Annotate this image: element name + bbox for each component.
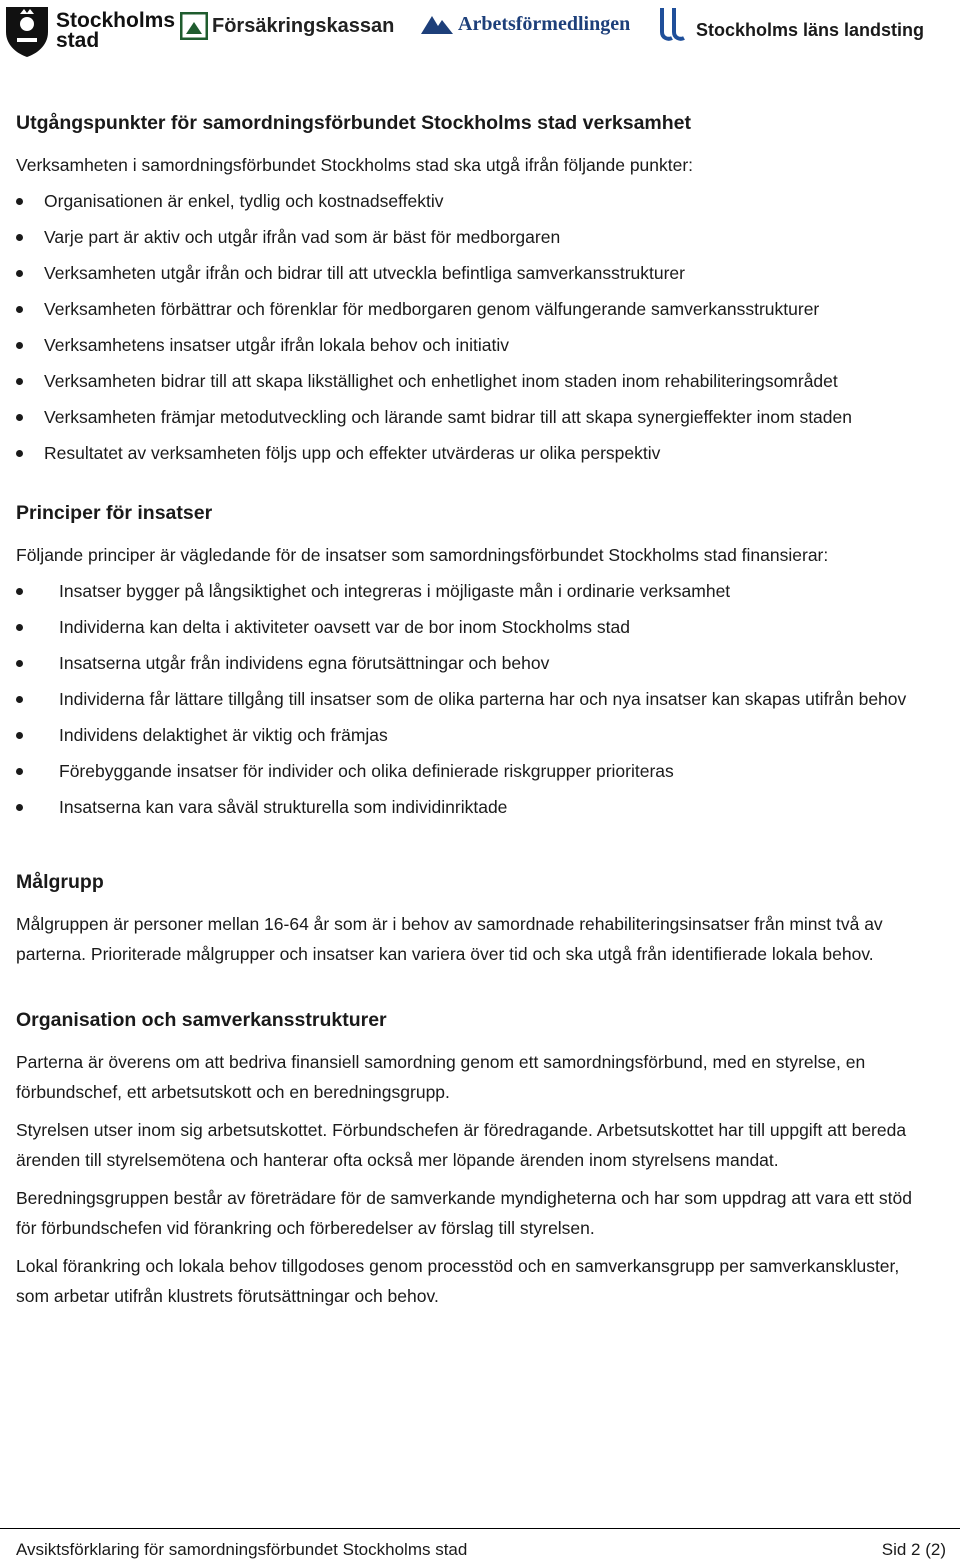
logo-forsakringskassan-text: Försäkringskassan — [212, 14, 395, 37]
footer-title: Avsiktsförklaring för samordningsförbundet Stockholms stad — [16, 1540, 468, 1559]
logo-stockholms-line2: stad — [56, 29, 100, 52]
list-utgangspunkter — [16, 186, 916, 468]
arbetsformedlingen-mark-icon — [420, 12, 454, 36]
bullet-icon — [16, 378, 23, 385]
bullet-icon — [16, 804, 23, 811]
list-principer — [16, 576, 916, 822]
bullet-icon — [16, 342, 23, 349]
bullet-icon — [16, 450, 23, 457]
list-item: Varje part är aktiv och utgår ifrån vad som är bäst för medborgaren — [16, 222, 916, 252]
intro-utgangspunkter: Verksamheten i samordningsförbundet Stockholms stad ska utgå ifrån följande punkter: — [16, 155, 694, 175]
list-item: Resultatet av verksamheten följs upp och effekter utvärderas ur olika perspektiv — [16, 438, 916, 468]
bullet-icon — [16, 768, 23, 775]
list-item: Insatserna utgår från individens egna förutsättningar och behov — [16, 648, 916, 678]
paragraph-organisation-2: Styrelsen utser inom sig arbetsutskottet. Förbundschefen är föredragande. Arbetsutskottet har till uppgift att bereda ärenden till styrelsemötena och hanterar ofta också mer löpande ärenden inom styrelsens mandat. — [16, 1120, 907, 1170]
footer-divider — [0, 1528, 960, 1529]
list-item: Individerna kan delta i aktiviteter oavsett var de bor inom Stockholms stad — [16, 612, 916, 642]
document-body — [16, 108, 916, 1311]
stockholms-stad-logo — [4, 4, 175, 58]
list-item: Förebyggande insatser för individer och olika definierade riskgrupper prioriteras — [16, 756, 916, 786]
paragraph-organisation-1: Parterna är överens om att bedriva finansiell samordning genom ett samordningsförbund, med en styrelse, en förbundschef, ett arbetsutskott och en beredningsgrupp. — [16, 1052, 866, 1102]
list-item: Verksamheten förbättrar och förenklar för medborgaren genom välfungerande samverkansstrukturer — [16, 294, 916, 324]
logo-sll-text: Stockholms läns landsting — [696, 19, 925, 40]
list-item: Insatserna kan vara såväl strukturella som individinriktade — [16, 792, 916, 822]
bullet-icon — [16, 270, 23, 277]
list-item: Organisationen är enkel, tydlig och kostnadseffektiv — [16, 186, 916, 216]
list-item: Verksamheten bidrar till att skapa likställighet och enhetlighet inom staden inom rehabiliteringsområdet — [16, 366, 916, 396]
stockholm-crest-icon — [4, 4, 50, 58]
logo-arbetsformedlingen-text: Arbetsförmedlingen — [458, 12, 631, 35]
bullet-icon — [16, 414, 23, 421]
logo-stockholms-line1: Stockholms — [56, 9, 176, 32]
paragraph-malgrupp: Målgruppen är personer mellan 16-64 år som är i behov av samordnade rehabiliteringsinsatser från minst två av parterna. Prioriterade målgrupper och insatser kan variera över tid och ska utgå från identifierade lokala behov. — [16, 914, 883, 964]
intro-principer: Följande principer är vägledande för de insatser som samordningsförbundet Stockholms stad finansierar: — [16, 545, 829, 565]
heading-principer: Principer för insatser — [16, 502, 213, 524]
list-item: Individerna får lättare tillgång till insatser som de olika parterna har och nya insatser kan skapas utifrån behov — [16, 684, 916, 714]
bullet-icon — [16, 306, 23, 313]
bullet-icon — [16, 732, 23, 739]
sll-logo — [654, 6, 924, 42]
page-footer — [16, 1540, 946, 1560]
heading-malgrupp: Målgrupp — [16, 871, 104, 893]
bullet-icon — [16, 198, 23, 205]
forsakringskassan-logo — [180, 12, 394, 40]
bullet-icon — [16, 660, 23, 667]
list-item: Verksamheten främjar metodutveckling och lärande samt bidrar till att skapa synergieffekter inom staden — [16, 402, 916, 432]
bullet-icon — [16, 588, 23, 595]
forsakringskassan-mark-icon — [180, 12, 208, 40]
list-item: Verksamhetens insatser utgår ifrån lokala behov och initiativ — [16, 330, 916, 360]
bullet-icon — [16, 234, 23, 241]
logo-bar — [0, 0, 960, 70]
sll-mark-icon — [654, 6, 694, 42]
list-item: Insatser bygger på långsiktighet och integreras i möjligaste mån i ordinarie verksamhet — [16, 576, 916, 606]
page-number: Sid 2 (2) — [881, 1540, 946, 1559]
list-item: Verksamheten utgår ifrån och bidrar till att utveckla befintliga samverkansstrukturer — [16, 258, 916, 288]
arbetsformedlingen-logo — [420, 12, 630, 36]
heading-organisation: Organisation och samverkansstrukturer — [16, 1009, 387, 1031]
paragraph-organisation-3: Beredningsgruppen består av företrädare för de samverkande myndigheterna och har som uppdrag att vara ett stöd för förbundschefen vid förankring och förberedelser av förslag till styrelsen. — [16, 1188, 912, 1238]
heading-utgangspunkter: Utgångspunkter för samordningsförbundet Stockholms stad verksamhet — [16, 112, 692, 134]
bullet-icon — [16, 624, 23, 631]
bullet-icon — [16, 696, 23, 703]
paragraph-organisation-4: Lokal förankring och lokala behov tillgodoses genom processtöd och en samverkansgrupp per samverkanskluster, som arbetar utifrån klustrets förutsättningar och behov. — [16, 1256, 900, 1306]
list-item: Individens delaktighet är viktig och främjas — [16, 720, 916, 750]
